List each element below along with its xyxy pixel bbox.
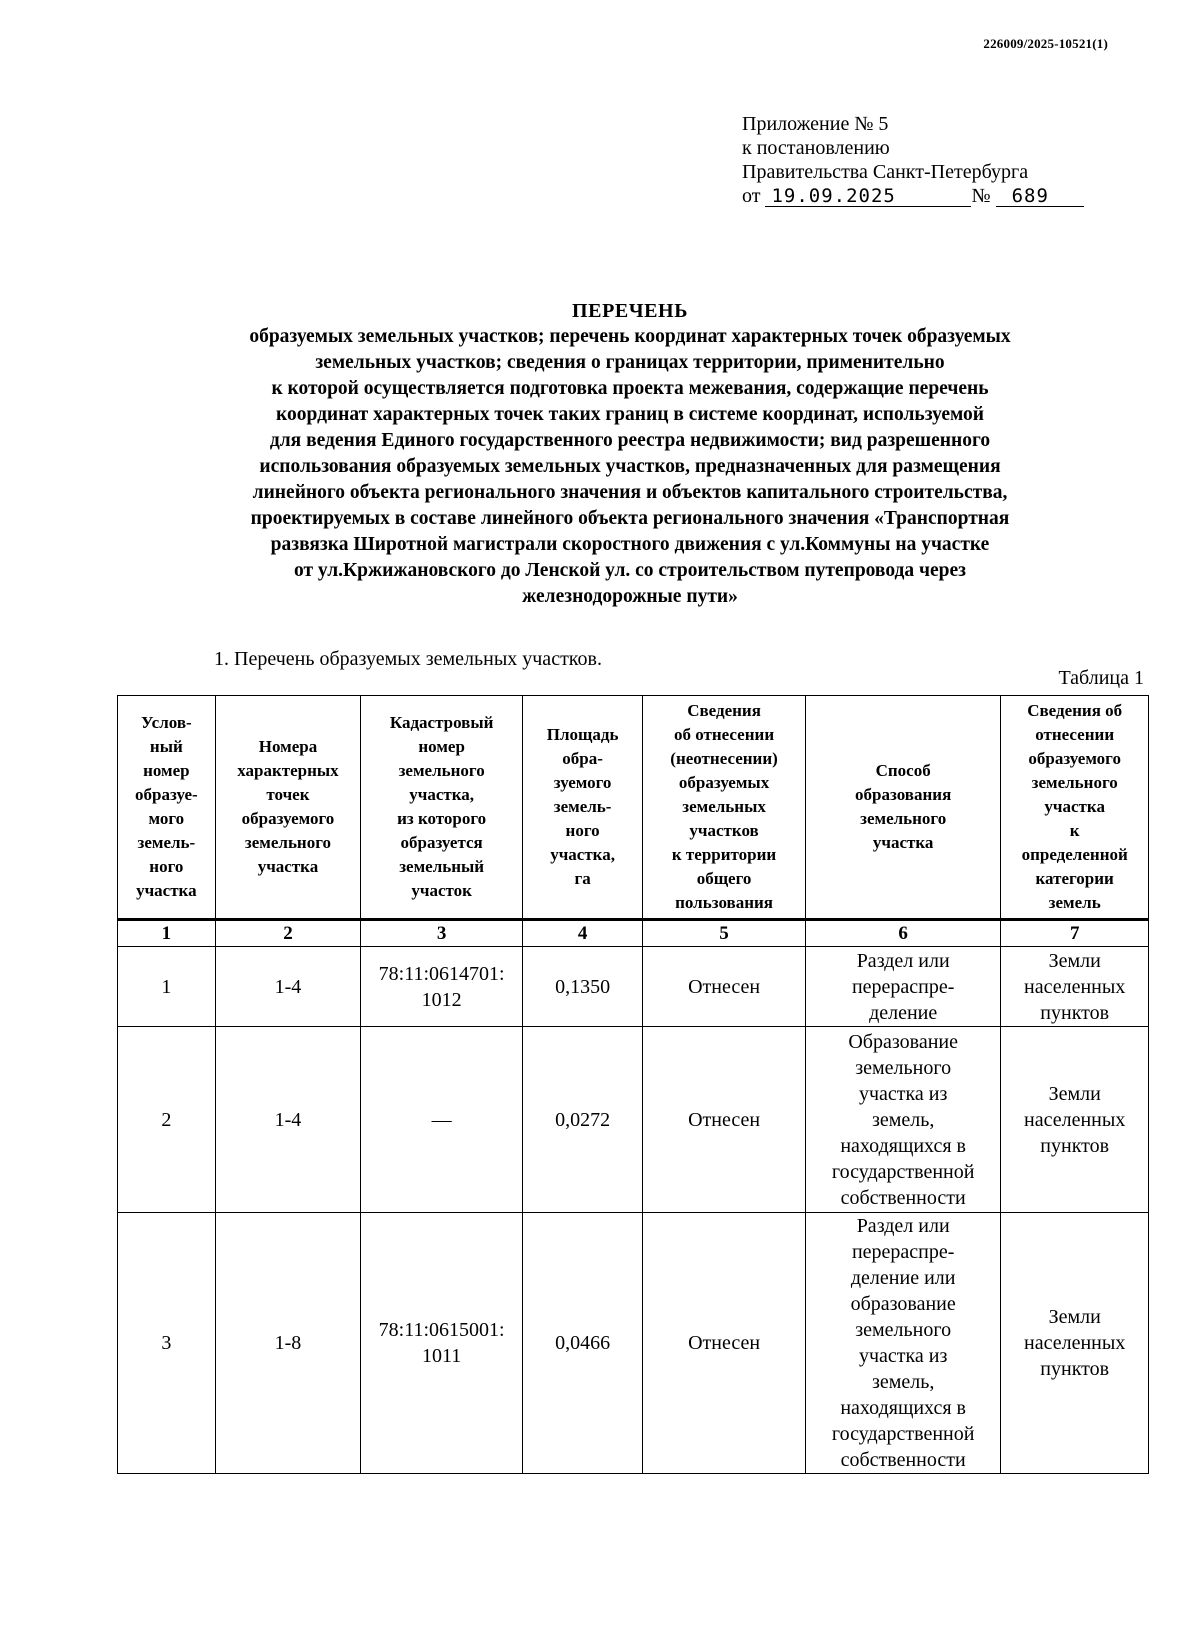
from-label: от: [742, 185, 761, 207]
column-number: 1: [118, 920, 216, 947]
column-number: 7: [1001, 920, 1149, 947]
cell-method: Раздел или перераспре- деление или образование земельного участка из земель, находящихся в государственной собственности: [805, 1213, 1000, 1474]
table-header-row: [118, 696, 1149, 920]
cell-points: 1-4: [215, 1027, 361, 1213]
header-point-numbers: Номера характерных точек образуемого земельного участка: [215, 696, 361, 920]
column-number: 3: [361, 920, 523, 947]
cell-num: 2: [118, 1027, 216, 1213]
cell-num: 3: [118, 1213, 216, 1474]
header-cadastral-number: Кадастровый номер земельного участка, из которого образуется земельный участок: [361, 696, 523, 920]
table-row: [118, 1027, 1149, 1213]
cell-points: 1-4: [215, 947, 361, 1027]
header-public-use: Сведения об отнесении (неотнесении) образуемых земельных участков к территории общего пользования: [643, 696, 806, 920]
table-row: [118, 1213, 1149, 1474]
document-number: 226009/2025-10521(1): [983, 36, 1108, 51]
header-formation-method: Способ образования земельного участка: [805, 696, 1000, 920]
decree-date: 19.09.2025: [765, 186, 971, 207]
document-title: ПЕРЕЧЕНЬ: [571, 300, 689, 322]
cell-public: Отнесен: [643, 1027, 806, 1213]
cell-num: 1: [118, 947, 216, 1027]
header-land-category: Сведения об отнесении образуемого земельного участка к определенной категории земель: [1001, 696, 1149, 920]
subtitle-line: использования образуемых земельных участков, предназначенных для размещения: [259, 456, 1001, 477]
appendix-block: [742, 112, 1084, 208]
cell-points: 1-8: [215, 1213, 361, 1474]
subtitle-line: железнодорожные пути»: [522, 586, 738, 607]
parcels-table: [117, 695, 1149, 1474]
subtitle-line: земельных участков; сведения о границах территории, применительно: [315, 352, 945, 373]
subtitle-line: для ведения Единого государственного реестра недвижимости; вид разрешенного: [269, 430, 991, 451]
subtitle-line: к которой осуществляется подготовка проекта межевания, содержащие перечень: [271, 378, 989, 399]
cell-category: Земли населенных пунктов: [1001, 1027, 1149, 1213]
subtitle-line: образуемых земельных участков; перечень координат характерных точек образуемых: [249, 326, 1011, 347]
cell-area: 0,0466: [523, 1213, 643, 1474]
decree-number: 689: [996, 186, 1084, 207]
cell-cadastral: 78:11:0614701: 1012: [361, 947, 523, 1027]
subtitle-line: развязка Широтной магистрали скоростного движения с ул.Коммуны на участке: [270, 534, 990, 555]
appendix-line-3: Правительства Санкт-Петербурга: [742, 161, 1029, 183]
appendix-date-line: [742, 184, 1084, 208]
cell-cadastral: —: [361, 1027, 523, 1213]
cell-cadastral: 78:11:0615001: 1011: [361, 1213, 523, 1474]
cell-area: 0,0272: [523, 1027, 643, 1213]
number-label: №: [971, 185, 991, 207]
cell-category: Земли населенных пунктов: [1001, 947, 1149, 1027]
cell-public: Отнесен: [643, 947, 806, 1027]
table-row: [118, 947, 1149, 1027]
subtitle-line: от ул.Кржижановского до Ленской ул. со строительством путепровода через: [293, 560, 966, 581]
header-area: Площадь обра- зуемого земель- ного участка, га: [523, 696, 643, 920]
cell-category: Земли населенных пунктов: [1001, 1213, 1149, 1474]
document-subtitle: [150, 324, 1110, 610]
header-conditional-number: Услов- ный номер образуе- мого земель- ного участка: [118, 696, 216, 920]
column-number-row: [118, 920, 1149, 947]
section-heading: 1. Перечень образуемых земельных участков.: [214, 648, 602, 670]
subtitle-line: координат характерных точек таких границ в системе координат, используемой: [276, 404, 984, 425]
table-label: Таблица 1: [1058, 667, 1144, 689]
cell-public: Отнесен: [643, 1213, 806, 1474]
appendix-line-2: к постановлению: [742, 137, 890, 159]
column-number: 4: [523, 920, 643, 947]
appendix-line-1: Приложение № 5: [742, 113, 889, 135]
column-number: 6: [805, 920, 1000, 947]
subtitle-line: проектируемых в составе линейного объекта регионального значения «Транспортная: [250, 508, 1010, 529]
subtitle-line: линейного объекта регионального значения и объектов капитального строительства,: [252, 482, 1008, 503]
cell-area: 0,1350: [523, 947, 643, 1027]
column-number: 5: [643, 920, 806, 947]
cell-method: Раздел или перераспре- деление: [805, 947, 1000, 1027]
column-number: 2: [215, 920, 361, 947]
cell-method: Образование земельного участка из земель, находящихся в государственной собственности: [805, 1027, 1000, 1213]
